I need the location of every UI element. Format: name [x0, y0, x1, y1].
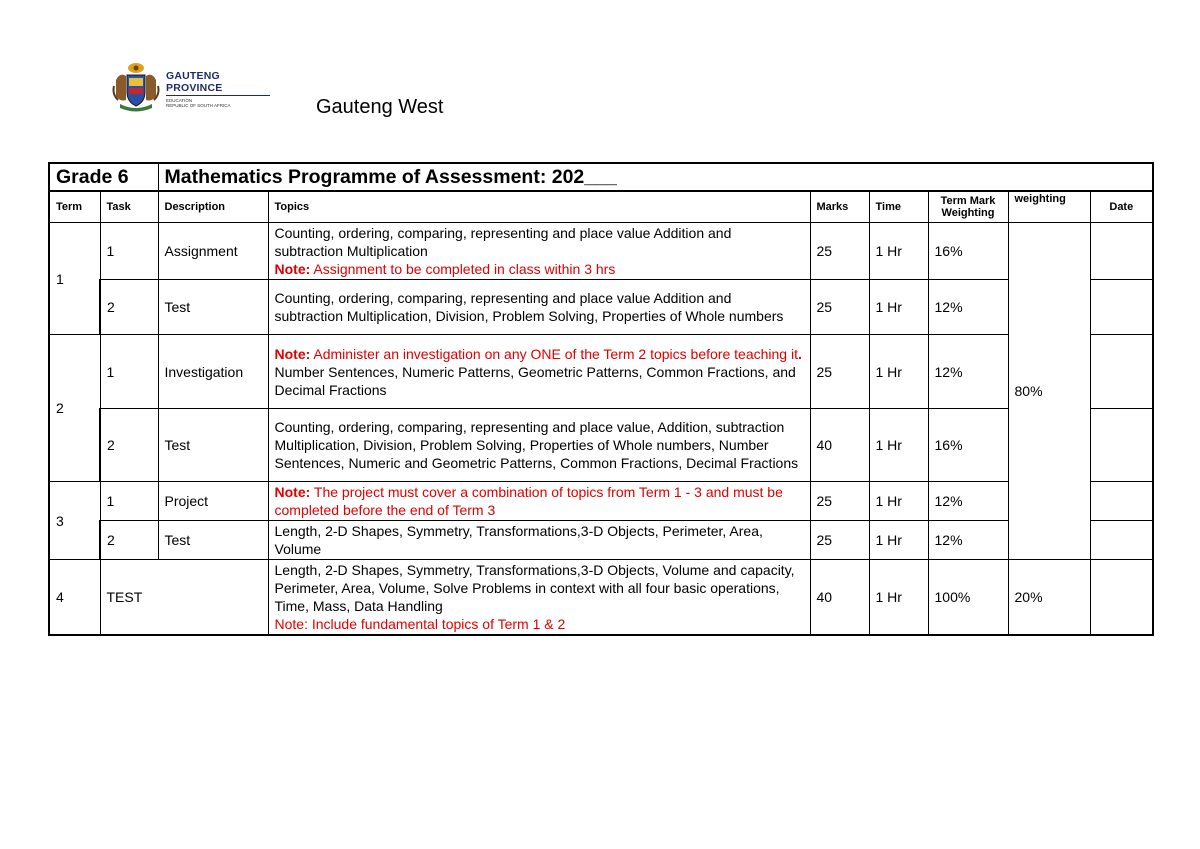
table-row: [49, 482, 1153, 521]
marks-cell: 25: [810, 482, 869, 521]
col-weighting: weighting: [1008, 191, 1090, 223]
date-cell: [1090, 335, 1153, 409]
logo-province-name: GAUTENG PROVINCE: [166, 70, 270, 96]
table-title: Mathematics Programme of Assessment: 202___: [158, 163, 1153, 191]
task-cell: 1: [100, 223, 158, 280]
col-time: Time: [869, 191, 928, 223]
topics-cell: [268, 223, 810, 280]
weighting-cell: 80%: [1008, 223, 1090, 560]
description-cell: TEST: [100, 560, 268, 636]
topics-cell: Counting, ordering, comparing, representing and place value Addition and subtraction Multiplication, Division, Problem Solving, Properties of Whole numbers: [268, 280, 810, 335]
assessment-table: [48, 162, 1154, 636]
topics-cell: [268, 482, 810, 521]
term-mark-weighting-cell: 12%: [928, 335, 1008, 409]
gauteng-logo: [110, 58, 270, 114]
term-cell: 1: [49, 223, 100, 335]
col-task: Task: [100, 191, 158, 223]
term-mark-weighting-cell: 12%: [928, 482, 1008, 521]
topics-cell: [268, 560, 810, 636]
table-row: [49, 409, 1153, 482]
description-cell: Project: [158, 482, 268, 521]
logo-department: EDUCATION: [166, 98, 193, 103]
time-cell: 1 Hr: [869, 482, 928, 521]
term-cell: 2: [49, 335, 100, 482]
note-label: Note:: [274, 345, 311, 362]
note-text: The project must cover a combination of topics from Term 1 - 3 and must be completed before the end of Term 3: [274, 484, 783, 518]
note-label: Note:: [274, 484, 311, 500]
marks-cell: 25: [810, 280, 869, 335]
topics-cell: [268, 335, 810, 409]
date-cell: [1090, 560, 1153, 636]
date-cell: [1090, 280, 1153, 335]
time-cell: 1 Hr: [869, 521, 928, 560]
task-cell: 2: [100, 280, 158, 335]
marks-cell: 40: [810, 409, 869, 482]
topics-text: Length, 2-D Shapes, Symmetry, Transformations,3-D Objects, Volume and capacity, Perimeter, Area, Volume, Solve Problems in context with all four basic operations, Time, Mass, Data Handling: [274, 562, 795, 614]
date-cell: [1090, 521, 1153, 560]
header-row: [49, 191, 1153, 223]
term-mark-weighting-cell: 12%: [928, 280, 1008, 335]
col-date: Date: [1090, 191, 1153, 223]
marks-cell: 40: [810, 560, 869, 636]
district-heading: Gauteng West: [316, 96, 444, 118]
time-cell: 1 Hr: [869, 560, 928, 636]
logo-country: REPUBLIC OF SOUTH AFRICA: [166, 103, 231, 108]
table-row: [49, 223, 1153, 280]
grade-label: Grade 6: [49, 163, 158, 191]
task-cell: 2: [100, 409, 158, 482]
date-cell: [1090, 223, 1153, 280]
topics-text: Number Sentences, Numeric Patterns, Geometric Patterns, Common Fractions, and Decimal Fractions: [274, 363, 796, 398]
description-cell: Test: [158, 409, 268, 482]
term-mark-weighting-cell: 16%: [928, 409, 1008, 482]
title-row: [49, 163, 1153, 191]
table-row: [49, 280, 1153, 335]
description-cell: Test: [158, 521, 268, 560]
weighting-cell: 20%: [1008, 560, 1090, 636]
marks-cell: 25: [810, 521, 869, 560]
col-term: Term: [49, 191, 100, 223]
task-cell: 2: [100, 521, 158, 560]
topics-cell: Counting, ordering, comparing, representing and place value, Addition, subtraction Multiplication, Division, Problem Solving, Properties of Whole numbers, Number Sentences, Numeric and Geometric Patterns, Common Fractions, Decimal Fractions: [268, 409, 810, 482]
col-topics: Topics: [268, 191, 810, 223]
time-cell: 1 Hr: [869, 409, 928, 482]
description-cell: Investigation: [158, 335, 268, 409]
note-end: .: [797, 345, 802, 362]
col-marks: Marks: [810, 191, 869, 223]
description-cell: Assignment: [158, 223, 268, 280]
date-cell: [1090, 409, 1153, 482]
col-description: Description: [158, 191, 268, 223]
time-cell: 1 Hr: [869, 223, 928, 280]
note-label: Note:: [274, 261, 311, 277]
note-text: Assignment to be completed in class within 3 hrs: [310, 261, 616, 277]
note-text: Administer an investigation on any ONE of the Term 2 topics before teaching it: [310, 345, 798, 362]
table-row: [49, 521, 1153, 560]
topics-cell: Length, 2-D Shapes, Symmetry, Transformations,3-D Objects, Perimeter, Area, Volume: [268, 521, 810, 560]
task-cell: 1: [100, 335, 158, 409]
term-cell: 3: [49, 482, 100, 560]
col-term-mark-weighting: Term Mark Weighting: [928, 191, 1008, 223]
description-cell: Test: [158, 280, 268, 335]
table-row: [49, 335, 1153, 409]
date-cell: [1090, 482, 1153, 521]
time-cell: 1 Hr: [869, 280, 928, 335]
time-cell: 1 Hr: [869, 335, 928, 409]
table-row: [49, 560, 1153, 636]
coat-of-arms-icon: [110, 60, 162, 112]
term-cell: 4: [49, 560, 100, 636]
term-mark-weighting-cell: 12%: [928, 521, 1008, 560]
marks-cell: 25: [810, 223, 869, 280]
marks-cell: 25: [810, 335, 869, 409]
term-mark-weighting-cell: 100%: [928, 560, 1008, 636]
term-mark-weighting-cell: 16%: [928, 223, 1008, 280]
note-text: Note: Include fundamental topics of Term 1 & 2: [274, 616, 566, 632]
topics-text: Counting, ordering, comparing, representing and place value Addition and subtraction Multiplication: [274, 225, 732, 259]
task-cell: 1: [100, 482, 158, 521]
